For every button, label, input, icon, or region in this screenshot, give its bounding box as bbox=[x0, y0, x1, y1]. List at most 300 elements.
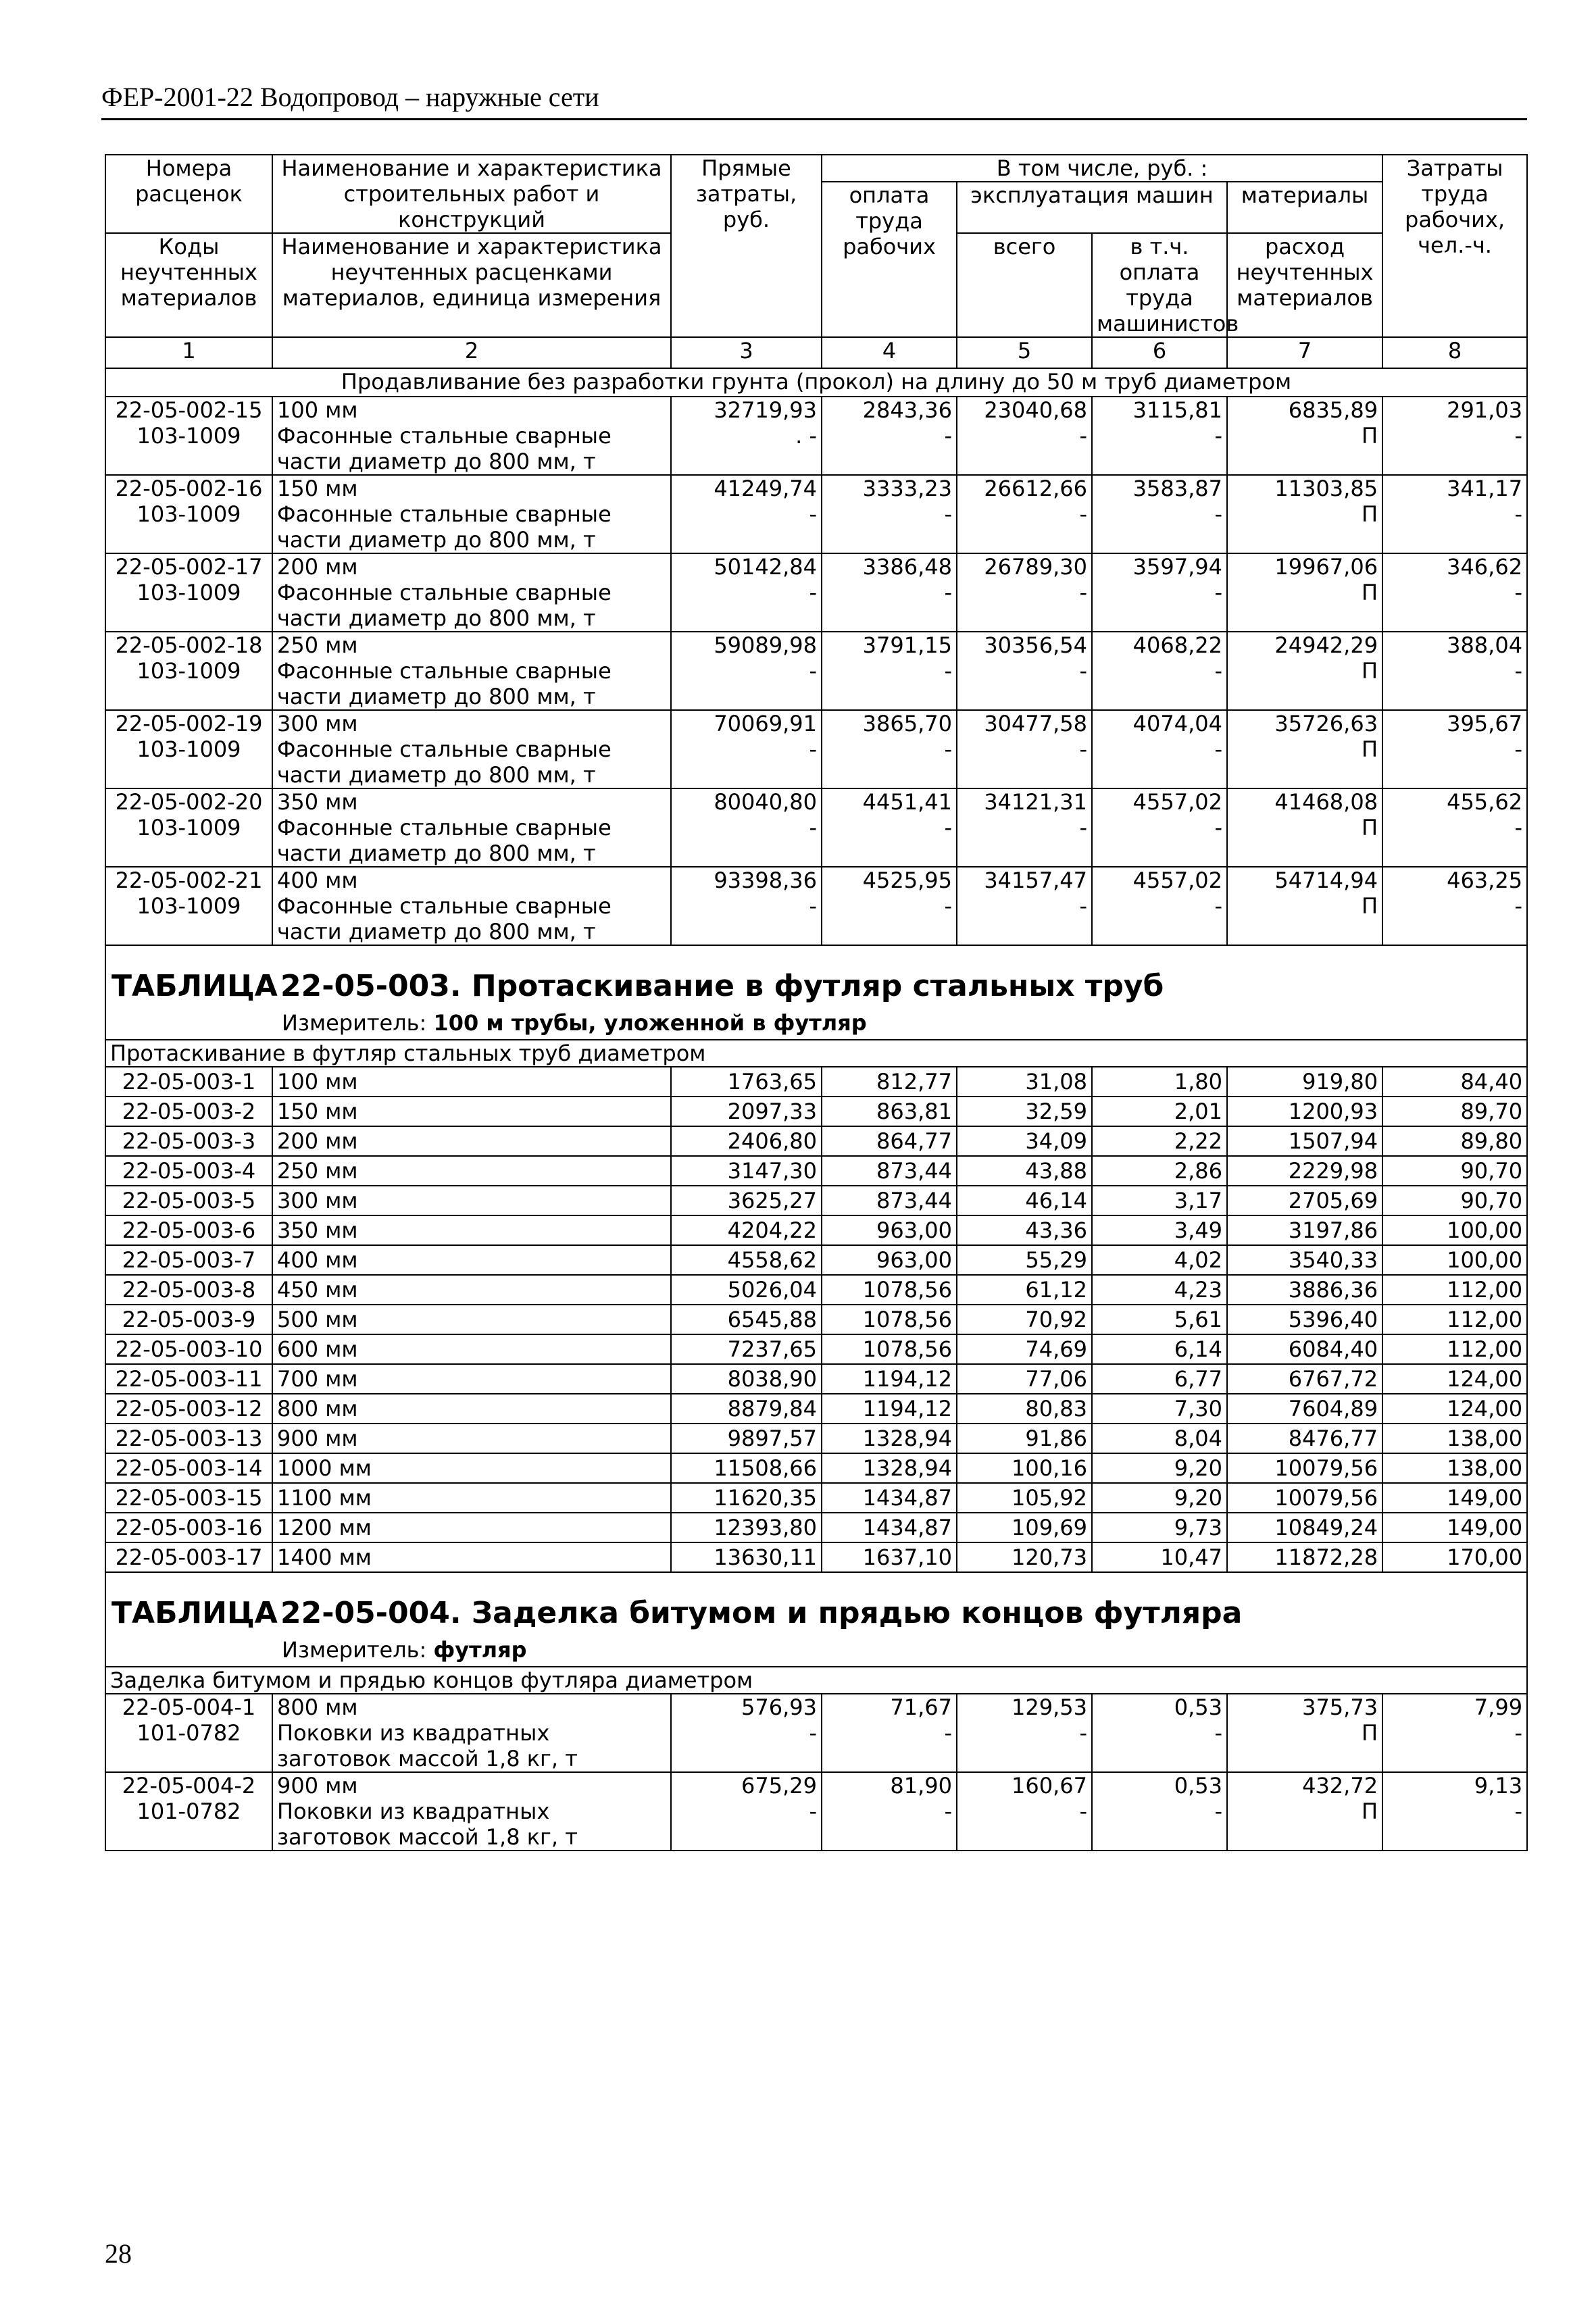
rate-value: 7,99 bbox=[1382, 1694, 1527, 1720]
rate-value: 2229,98 bbox=[1227, 1156, 1382, 1186]
rate-value: 3333,23 bbox=[822, 475, 957, 501]
rate-value: 3625,27 bbox=[671, 1186, 822, 1215]
rate-name: 100 мм bbox=[272, 397, 671, 423]
rate-name: 1000 мм bbox=[272, 1453, 671, 1483]
rate-value: 3540,33 bbox=[1227, 1245, 1382, 1275]
col-number: 4 bbox=[822, 337, 957, 368]
material-name: Фасонные стальные сварные части диаметр до 800 мм, т bbox=[272, 815, 671, 867]
material-name: Фасонные стальные сварные части диаметр до 800 мм, т bbox=[272, 893, 671, 945]
table-003-title-text: 22-05-003. Протаскивание в футляр стальных труб bbox=[280, 969, 1164, 1003]
material-value: - bbox=[957, 1720, 1092, 1772]
rate-value: 24942,29 bbox=[1227, 632, 1382, 658]
rate-code: 22-05-004-2 bbox=[105, 1772, 272, 1799]
material-name: Поковки из квадратных заготовок массой 1,8 кг, т bbox=[272, 1720, 671, 1772]
rate-value: 91,86 bbox=[957, 1424, 1092, 1453]
rate-value: 11303,85 bbox=[1227, 475, 1382, 501]
rate-value: 4074,04 bbox=[1092, 710, 1227, 736]
rate-value: 9,73 bbox=[1092, 1513, 1227, 1542]
table-row bbox=[105, 397, 1527, 423]
header-rule bbox=[101, 118, 1527, 120]
rate-value: 81,90 bbox=[822, 1772, 957, 1799]
rate-name: 150 мм bbox=[272, 475, 671, 501]
rate-value: 4525,95 bbox=[822, 867, 957, 893]
material-name: Фасонные стальные сварные части диаметр до 800 мм, т bbox=[272, 423, 671, 475]
material-value: - bbox=[822, 580, 957, 632]
rate-value: 1194,12 bbox=[822, 1364, 957, 1394]
rate-value: 1078,56 bbox=[822, 1334, 957, 1364]
page-header: ФЕР-2001-22 Водопровод – наружные сети bbox=[101, 82, 599, 112]
rate-value: 1194,12 bbox=[822, 1394, 957, 1424]
rate-code: 22-05-002-20 bbox=[105, 788, 272, 815]
rate-value: 41468,08 bbox=[1227, 788, 1382, 815]
rate-code: 22-05-003-1 bbox=[105, 1067, 272, 1097]
material-value: - bbox=[957, 658, 1092, 710]
rate-value: 11508,66 bbox=[671, 1453, 822, 1483]
rate-value: 93398,36 bbox=[671, 867, 822, 893]
rate-value: 89,80 bbox=[1382, 1126, 1527, 1156]
rate-value: 19967,06 bbox=[1227, 553, 1382, 580]
rate-name: 200 мм bbox=[272, 1126, 671, 1156]
material-value: - bbox=[822, 736, 957, 788]
material-value: - bbox=[957, 1799, 1092, 1851]
material-code: 103-1009 bbox=[105, 423, 272, 475]
rate-value: 1,80 bbox=[1092, 1067, 1227, 1097]
rate-value: 43,36 bbox=[957, 1215, 1092, 1245]
col-number: 8 bbox=[1382, 337, 1527, 368]
rate-value: 873,44 bbox=[822, 1156, 957, 1186]
header-col1-top: Номера расценок bbox=[105, 155, 272, 233]
rate-value: 1200,93 bbox=[1227, 1097, 1382, 1126]
header-materials: материалы bbox=[1227, 182, 1382, 233]
rate-value: 43,88 bbox=[957, 1156, 1092, 1186]
rate-value: 395,67 bbox=[1382, 710, 1527, 736]
rate-value: 7604,89 bbox=[1227, 1394, 1382, 1424]
rate-value: 138,00 bbox=[1382, 1453, 1527, 1483]
rate-value: 2097,33 bbox=[671, 1097, 822, 1126]
rate-value: 375,73 bbox=[1227, 1694, 1382, 1720]
rate-value: 55,29 bbox=[957, 1245, 1092, 1275]
material-value: - bbox=[957, 736, 1092, 788]
material-value: П bbox=[1227, 815, 1382, 867]
rate-value: 5,61 bbox=[1092, 1305, 1227, 1334]
rate-value: 70,92 bbox=[957, 1305, 1092, 1334]
table-003-measure bbox=[111, 1007, 1521, 1039]
table-003-subhead: Протаскивание в футляр стальных труб диаметром bbox=[105, 1040, 1527, 1067]
rate-value: 8476,77 bbox=[1227, 1424, 1382, 1453]
rate-value: 34157,47 bbox=[957, 867, 1092, 893]
material-value: - bbox=[957, 501, 1092, 553]
table-row bbox=[105, 1394, 1527, 1424]
rate-name: 100 мм bbox=[272, 1067, 671, 1097]
material-value: П bbox=[1227, 736, 1382, 788]
table-004-title-text: 22-05-004. Заделка битумом и прядью концов футляра bbox=[280, 1596, 1243, 1630]
table-004-title bbox=[111, 1573, 1521, 1634]
material-row bbox=[105, 658, 1527, 710]
col-number: 3 bbox=[671, 337, 822, 368]
rate-value: 873,44 bbox=[822, 1186, 957, 1215]
table-row bbox=[105, 788, 1527, 815]
rate-name: 900 мм bbox=[272, 1772, 671, 1799]
rate-value: 120,73 bbox=[957, 1542, 1092, 1572]
material-name: Фасонные стальные сварные части диаметр до 800 мм, т bbox=[272, 658, 671, 710]
rate-value: 3791,15 bbox=[822, 632, 957, 658]
rate-value: 70069,91 bbox=[671, 710, 822, 736]
rate-value: 4,23 bbox=[1092, 1275, 1227, 1305]
table-row bbox=[105, 1067, 1527, 1097]
rate-code: 22-05-002-15 bbox=[105, 397, 272, 423]
rate-value: 35726,63 bbox=[1227, 710, 1382, 736]
rate-value: 84,40 bbox=[1382, 1067, 1527, 1097]
material-value: - bbox=[1382, 658, 1527, 710]
rate-name: 350 мм bbox=[272, 788, 671, 815]
rate-value: 863,81 bbox=[822, 1097, 957, 1126]
rate-value: 455,62 bbox=[1382, 788, 1527, 815]
rate-value: 34,09 bbox=[957, 1126, 1092, 1156]
material-value: - bbox=[1092, 580, 1227, 632]
rate-value: 963,00 bbox=[822, 1245, 957, 1275]
rate-name: 300 мм bbox=[272, 710, 671, 736]
material-row bbox=[105, 580, 1527, 632]
material-value: - bbox=[1092, 815, 1227, 867]
material-name: Фасонные стальные сварные части диаметр до 800 мм, т bbox=[272, 501, 671, 553]
rate-value: 6545,88 bbox=[671, 1305, 822, 1334]
rate-value: 105,92 bbox=[957, 1483, 1092, 1513]
material-value: П bbox=[1227, 658, 1382, 710]
rate-code: 22-05-002-19 bbox=[105, 710, 272, 736]
rate-name: 450 мм bbox=[272, 1275, 671, 1305]
rate-value: 109,69 bbox=[957, 1513, 1092, 1542]
material-value: - bbox=[957, 893, 1092, 945]
material-value: П bbox=[1227, 580, 1382, 632]
material-value: . - bbox=[671, 423, 822, 475]
material-row bbox=[105, 736, 1527, 788]
material-value: - bbox=[1382, 1720, 1527, 1772]
header-col4: оплата труда рабочих bbox=[822, 182, 957, 337]
material-value: П bbox=[1227, 1799, 1382, 1851]
rate-value: 1763,65 bbox=[671, 1067, 822, 1097]
material-value: - bbox=[822, 501, 957, 553]
header-col8: Затраты труда рабочих, чел.-ч. bbox=[1382, 155, 1527, 337]
table-004-subhead: Заделка битумом и прядью концов футляра диаметром bbox=[105, 1667, 1527, 1694]
rate-value: 30356,54 bbox=[957, 632, 1092, 658]
rate-name: 200 мм bbox=[272, 553, 671, 580]
rate-name: 350 мм bbox=[272, 1215, 671, 1245]
rate-value: 2406,80 bbox=[671, 1126, 822, 1156]
rate-value: 675,29 bbox=[671, 1772, 822, 1799]
material-code: 103-1009 bbox=[105, 893, 272, 945]
section-002-title: Продавливание без разработки грунта (прокол) на длину до 50 м труб диаметром bbox=[105, 368, 1527, 397]
rate-value: 2843,36 bbox=[822, 397, 957, 423]
rate-name: 1100 мм bbox=[272, 1483, 671, 1513]
rate-value: 31,08 bbox=[957, 1067, 1092, 1097]
rate-code: 22-05-003-13 bbox=[105, 1424, 272, 1453]
material-name: Фасонные стальные сварные части диаметр до 800 мм, т bbox=[272, 736, 671, 788]
material-value: - bbox=[822, 1799, 957, 1851]
table-row bbox=[105, 1513, 1527, 1542]
rate-value: 6835,89 bbox=[1227, 397, 1382, 423]
rate-value: 112,00 bbox=[1382, 1334, 1527, 1364]
rate-value: 80,83 bbox=[957, 1394, 1092, 1424]
rate-value: 170,00 bbox=[1382, 1542, 1527, 1572]
rate-value: 80040,80 bbox=[671, 788, 822, 815]
rate-code: 22-05-003-6 bbox=[105, 1215, 272, 1245]
rate-value: 1637,10 bbox=[822, 1542, 957, 1572]
table-003-title bbox=[111, 946, 1521, 1007]
rate-code: 22-05-003-10 bbox=[105, 1334, 272, 1364]
material-value: П bbox=[1227, 501, 1382, 553]
rate-value: 3886,36 bbox=[1227, 1275, 1382, 1305]
rate-name: 150 мм bbox=[272, 1097, 671, 1126]
rate-name: 1400 мм bbox=[272, 1542, 671, 1572]
measure-label: Измеритель: bbox=[282, 1637, 427, 1663]
table-row bbox=[105, 632, 1527, 658]
rate-code: 22-05-003-3 bbox=[105, 1126, 272, 1156]
rate-value: 4204,22 bbox=[671, 1215, 822, 1245]
table-row bbox=[105, 1126, 1527, 1156]
material-value: - bbox=[1382, 580, 1527, 632]
header-col2-top: Наименование и характеристика строительных работ и конструкций bbox=[272, 155, 671, 233]
material-value: - bbox=[822, 1720, 957, 1772]
material-row bbox=[105, 501, 1527, 553]
rate-value: 138,00 bbox=[1382, 1424, 1527, 1453]
material-code: 101-0782 bbox=[105, 1720, 272, 1772]
material-value: - bbox=[822, 815, 957, 867]
rate-value: 10079,56 bbox=[1227, 1483, 1382, 1513]
rate-value: 3597,94 bbox=[1092, 553, 1227, 580]
material-value: - bbox=[957, 580, 1092, 632]
material-code: 103-1009 bbox=[105, 736, 272, 788]
rate-value: 74,69 bbox=[957, 1334, 1092, 1364]
rate-value: 4451,41 bbox=[822, 788, 957, 815]
rate-value: 9,20 bbox=[1092, 1453, 1227, 1483]
material-value: - bbox=[1382, 1799, 1527, 1851]
material-value: - bbox=[671, 815, 822, 867]
rate-code: 22-05-003-9 bbox=[105, 1305, 272, 1334]
rate-code: 22-05-003-7 bbox=[105, 1245, 272, 1275]
material-name: Фасонные стальные сварные части диаметр до 800 мм, т bbox=[272, 580, 671, 632]
rate-value: 3583,87 bbox=[1092, 475, 1227, 501]
rate-value: 10,47 bbox=[1092, 1542, 1227, 1572]
rate-value: 41249,74 bbox=[671, 475, 822, 501]
col-number: 1 bbox=[105, 337, 272, 368]
material-value: - bbox=[671, 736, 822, 788]
rate-value: 919,80 bbox=[1227, 1067, 1382, 1097]
rate-code: 22-05-003-12 bbox=[105, 1394, 272, 1424]
material-name: Поковки из квадратных заготовок массой 1,8 кг, т bbox=[272, 1799, 671, 1851]
rate-value: 5396,40 bbox=[1227, 1305, 1382, 1334]
table-row bbox=[105, 1305, 1527, 1334]
rate-value: 129,53 bbox=[957, 1694, 1092, 1720]
table-004-body bbox=[105, 1572, 1527, 1851]
header-col2-bottom: Наименование и характеристика неучтенных расценками материалов, единица измерения bbox=[272, 233, 671, 337]
material-value: - bbox=[1382, 501, 1527, 553]
material-value: - bbox=[1382, 736, 1527, 788]
table-row bbox=[105, 1424, 1527, 1453]
material-value: - bbox=[671, 1799, 822, 1851]
header-col1-bottom: Коды неучтенных материалов bbox=[105, 233, 272, 337]
rate-value: 61,12 bbox=[957, 1275, 1092, 1305]
rate-code: 22-05-003-8 bbox=[105, 1275, 272, 1305]
rate-code: 22-05-002-17 bbox=[105, 553, 272, 580]
header-col5: всего bbox=[957, 233, 1092, 337]
material-row bbox=[105, 815, 1527, 867]
rate-code: 22-05-002-21 bbox=[105, 867, 272, 893]
material-code: 103-1009 bbox=[105, 658, 272, 710]
rate-value: 30477,58 bbox=[957, 710, 1092, 736]
rate-value: 1078,56 bbox=[822, 1275, 957, 1305]
measure-label: Измеритель: bbox=[282, 1010, 427, 1036]
page-number: 28 bbox=[105, 2238, 132, 2269]
col-number: 2 bbox=[272, 337, 671, 368]
rate-value: 90,70 bbox=[1382, 1186, 1527, 1215]
rate-code: 22-05-002-16 bbox=[105, 475, 272, 501]
material-code: 103-1009 bbox=[105, 815, 272, 867]
material-row bbox=[105, 1720, 1527, 1772]
rate-value: 8879,84 bbox=[671, 1394, 822, 1424]
material-value: - bbox=[1382, 815, 1527, 867]
rate-value: 149,00 bbox=[1382, 1513, 1527, 1542]
rate-value: 46,14 bbox=[957, 1186, 1092, 1215]
material-value: - bbox=[671, 501, 822, 553]
table-row bbox=[105, 867, 1527, 893]
rate-value: 100,00 bbox=[1382, 1245, 1527, 1275]
rate-value: 3,49 bbox=[1092, 1215, 1227, 1245]
rate-code: 22-05-003-14 bbox=[105, 1453, 272, 1483]
rate-code: 22-05-003-2 bbox=[105, 1097, 272, 1126]
table-row bbox=[105, 1453, 1527, 1483]
rate-value: 2,86 bbox=[1092, 1156, 1227, 1186]
rate-value: 341,17 bbox=[1382, 475, 1527, 501]
material-value: - bbox=[957, 815, 1092, 867]
table-row bbox=[105, 1245, 1527, 1275]
rate-value: 1434,87 bbox=[822, 1513, 957, 1542]
material-value: - bbox=[822, 893, 957, 945]
rate-value: 7,30 bbox=[1092, 1394, 1227, 1424]
header-col3: Прямые затраты, руб. bbox=[671, 155, 822, 337]
rate-value: 124,00 bbox=[1382, 1364, 1527, 1394]
rate-code: 22-05-003-5 bbox=[105, 1186, 272, 1215]
rate-value: 1078,56 bbox=[822, 1305, 957, 1334]
material-value: П bbox=[1227, 1720, 1382, 1772]
rate-value: 124,00 bbox=[1382, 1394, 1527, 1424]
material-value: - bbox=[1092, 423, 1227, 475]
material-row bbox=[105, 1799, 1527, 1851]
rate-value: 4557,02 bbox=[1092, 867, 1227, 893]
col-number: 7 bbox=[1227, 337, 1382, 368]
rate-value: 32719,93 bbox=[671, 397, 822, 423]
rate-name: 800 мм bbox=[272, 1694, 671, 1720]
header-col6: в т.ч. оплата труда машинистов bbox=[1092, 233, 1227, 337]
rate-value: 50142,84 bbox=[671, 553, 822, 580]
rate-value: 77,06 bbox=[957, 1364, 1092, 1394]
rate-value: 11620,35 bbox=[671, 1483, 822, 1513]
rate-value: 3865,70 bbox=[822, 710, 957, 736]
rate-value: 6767,72 bbox=[1227, 1364, 1382, 1394]
table-row bbox=[105, 710, 1527, 736]
rate-value: 112,00 bbox=[1382, 1275, 1527, 1305]
rate-value: 26612,66 bbox=[957, 475, 1092, 501]
rate-value: 4068,22 bbox=[1092, 632, 1227, 658]
rate-name: 900 мм bbox=[272, 1424, 671, 1453]
header-col7: расход неучтенных материалов bbox=[1227, 233, 1382, 337]
rate-name: 250 мм bbox=[272, 632, 671, 658]
table-row bbox=[105, 553, 1527, 580]
rate-value: 1507,94 bbox=[1227, 1126, 1382, 1156]
rate-value: 5026,04 bbox=[671, 1275, 822, 1305]
material-code: 101-0782 bbox=[105, 1799, 272, 1851]
material-value: - bbox=[671, 580, 822, 632]
table-003-body bbox=[105, 945, 1527, 1572]
rate-name: 600 мм bbox=[272, 1334, 671, 1364]
rate-value: 388,04 bbox=[1382, 632, 1527, 658]
material-value: - bbox=[1382, 423, 1527, 475]
table-004-label: ТАБЛИЦА bbox=[111, 1596, 278, 1630]
measure-value: футляр bbox=[433, 1637, 527, 1663]
rate-value: 1328,94 bbox=[822, 1424, 957, 1453]
table-row bbox=[105, 1694, 1527, 1720]
material-value: П bbox=[1227, 893, 1382, 945]
rate-value: 23040,68 bbox=[957, 397, 1092, 423]
rate-value: 149,00 bbox=[1382, 1483, 1527, 1513]
rate-value: 6,77 bbox=[1092, 1364, 1227, 1394]
rate-name: 300 мм bbox=[272, 1186, 671, 1215]
rate-name: 400 мм bbox=[272, 1245, 671, 1275]
rate-value: 10079,56 bbox=[1227, 1453, 1382, 1483]
material-value: - bbox=[1382, 893, 1527, 945]
rate-code: 22-05-004-1 bbox=[105, 1694, 272, 1720]
table-row bbox=[105, 1772, 1527, 1799]
material-row bbox=[105, 423, 1527, 475]
rate-value: 34121,31 bbox=[957, 788, 1092, 815]
rate-value: 89,70 bbox=[1382, 1097, 1527, 1126]
material-value: - bbox=[1092, 658, 1227, 710]
rate-name: 700 мм bbox=[272, 1364, 671, 1394]
rate-value: 463,25 bbox=[1382, 867, 1527, 893]
measure-value: 100 м трубы, уложенной в футляр bbox=[433, 1010, 867, 1036]
rate-name: 250 мм bbox=[272, 1156, 671, 1186]
rate-value: 13630,11 bbox=[671, 1542, 822, 1572]
rate-value: 12393,80 bbox=[671, 1513, 822, 1542]
rate-value: 100,00 bbox=[1382, 1215, 1527, 1245]
table-row bbox=[105, 1364, 1527, 1394]
material-value: - bbox=[671, 658, 822, 710]
rate-value: 2705,69 bbox=[1227, 1186, 1382, 1215]
rate-value: 3386,48 bbox=[822, 553, 957, 580]
table-row bbox=[105, 1186, 1527, 1215]
material-value: - bbox=[1092, 1799, 1227, 1851]
rate-value: 2,22 bbox=[1092, 1126, 1227, 1156]
rate-name: 400 мм bbox=[272, 867, 671, 893]
table-row bbox=[105, 1215, 1527, 1245]
rate-code: 22-05-002-18 bbox=[105, 632, 272, 658]
material-value: - bbox=[1092, 893, 1227, 945]
material-code: 103-1009 bbox=[105, 501, 272, 553]
rate-value: 59089,98 bbox=[671, 632, 822, 658]
rate-value: 2,01 bbox=[1092, 1097, 1227, 1126]
material-value: - bbox=[1092, 736, 1227, 788]
rate-value: 1434,87 bbox=[822, 1483, 957, 1513]
table-row bbox=[105, 1334, 1527, 1364]
rate-value: 4558,62 bbox=[671, 1245, 822, 1275]
rate-value: 8038,90 bbox=[671, 1364, 822, 1394]
rate-value: 11872,28 bbox=[1227, 1542, 1382, 1572]
rate-value: 90,70 bbox=[1382, 1156, 1527, 1186]
rate-value: 112,00 bbox=[1382, 1305, 1527, 1334]
rate-name: 500 мм bbox=[272, 1305, 671, 1334]
rate-value: 7237,65 bbox=[671, 1334, 822, 1364]
material-value: - bbox=[957, 423, 1092, 475]
rate-value: 26789,30 bbox=[957, 553, 1092, 580]
